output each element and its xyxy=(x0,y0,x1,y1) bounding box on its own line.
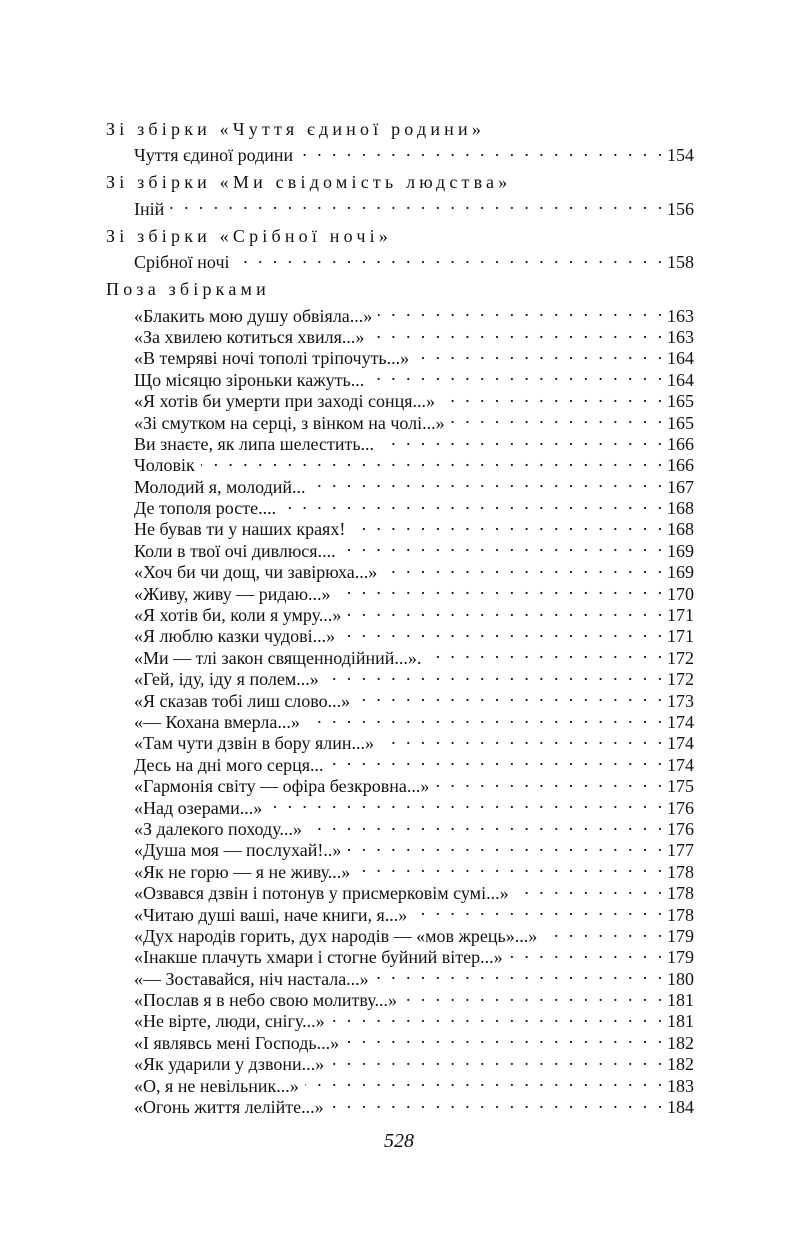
entry-page-number: 171 xyxy=(667,626,694,647)
entry-page-number: 163 xyxy=(667,326,694,347)
dot-leader xyxy=(356,685,665,706)
entry-page-number: 165 xyxy=(667,412,694,433)
dot-leader xyxy=(337,578,665,599)
dot-leader xyxy=(299,140,665,161)
entry-page-number: 172 xyxy=(667,647,694,668)
dot-leader xyxy=(403,985,665,1006)
entry-page-number: 179 xyxy=(667,925,694,946)
entry-title: «І являвсь мені Господь...» xyxy=(134,1032,340,1053)
entry-page-number: 165 xyxy=(667,391,694,412)
toc-entry xyxy=(134,471,694,497)
entry-title: «Блакить мою душу обвіяла...» xyxy=(134,305,373,326)
dot-leader xyxy=(380,429,665,450)
entry-page-number: 183 xyxy=(667,1075,694,1096)
dot-leader xyxy=(347,835,665,856)
dot-leader xyxy=(427,642,665,663)
entry-page-number: 180 xyxy=(667,968,694,989)
entry-page-number: 168 xyxy=(667,519,694,540)
entry-title: «Гей, іду, іду я полем...» xyxy=(134,669,319,690)
entry-title: «Читаю душі ваші, наче книги, я...» xyxy=(134,904,408,925)
toc-section xyxy=(106,171,694,219)
page-number: 528 xyxy=(384,1130,414,1152)
dot-leader xyxy=(380,728,665,749)
section-title: Зі збірки «Чуття єдиної родини» xyxy=(106,119,486,139)
entry-title: «Я люблю казки чудові...» xyxy=(134,626,336,647)
dot-leader xyxy=(325,664,665,685)
dot-leader xyxy=(236,247,665,268)
entry-title: Десь на дні мого серця... xyxy=(134,754,324,775)
dot-leader xyxy=(509,942,665,963)
entry-title: «Хоч би чи дощ, чи завірюха...» xyxy=(134,562,378,583)
entry-page-number: 173 xyxy=(667,690,694,711)
dot-leader xyxy=(306,707,665,728)
entry-title: «З далекого походу...» xyxy=(134,818,302,839)
entry-title: «Інакше плачуть хмари і стогне буйний вітер...» xyxy=(134,947,503,968)
entry-page-number: 181 xyxy=(667,990,694,1011)
dot-leader xyxy=(413,899,665,920)
dot-leader xyxy=(330,1049,665,1070)
entry-title: Чоловік xyxy=(134,455,195,476)
dot-leader xyxy=(435,771,665,792)
dot-leader xyxy=(370,322,665,343)
entry-page-number: 181 xyxy=(667,1011,694,1032)
entry-title: Чуття єдиної родини xyxy=(134,145,294,166)
entry-page-number: 156 xyxy=(667,198,694,219)
section-title: Зі збірки «Ми свідомість людства» xyxy=(106,172,512,193)
entry-title: «Зі смутком на серці, з вінком на чолі...» xyxy=(134,412,445,433)
entry-page-number: 164 xyxy=(667,369,694,390)
toc-entry xyxy=(134,450,694,476)
table-of-contents xyxy=(106,118,694,1118)
entry-title: «Я сказав тобі лиш слово...» xyxy=(134,690,351,711)
entry-title: «Там чути дзвін в бору ялин...» xyxy=(134,733,375,754)
entry-page-number: 169 xyxy=(667,562,694,583)
entry-page-number: 179 xyxy=(667,947,694,968)
toc-entry xyxy=(134,140,694,166)
entry-page-number: 172 xyxy=(667,669,694,690)
entry-page-number: 163 xyxy=(667,305,694,326)
entry-title: Що місяцю зіроньки кажуть... xyxy=(134,369,365,390)
dot-leader xyxy=(305,1070,665,1091)
entry-page-number: 168 xyxy=(667,498,694,519)
toc-entry xyxy=(134,193,694,219)
dot-leader xyxy=(342,535,665,556)
entry-page-number: 171 xyxy=(667,605,694,626)
toc-entry xyxy=(134,300,694,326)
toc-section xyxy=(106,278,694,1118)
entry-title: Не бував ти у наших краях! xyxy=(134,519,346,540)
toc-entry xyxy=(134,247,694,273)
dot-leader xyxy=(312,471,665,492)
entry-title: «Я хотів би умерти при заході сонця...» xyxy=(134,391,435,412)
entry-page-number: 169 xyxy=(667,540,694,561)
entry-page-number: 170 xyxy=(667,583,694,604)
entry-title: «Як не горю — я не живу...» xyxy=(134,861,351,882)
entry-title: «Живу, живу — ридаю...» xyxy=(134,583,331,604)
section-title: Поза збірками xyxy=(106,279,270,300)
dot-leader xyxy=(268,792,665,813)
entry-title: «Дух народів горить, дух народів — «мов жрець»...» xyxy=(134,925,538,946)
dot-leader xyxy=(351,514,665,535)
toc-section xyxy=(106,225,694,273)
entry-title: «Послав я в небо свою молитву...» xyxy=(134,990,397,1011)
entry-page-number: 184 xyxy=(667,1097,694,1118)
entry-title: «Я хотів би, коли я умру...» xyxy=(134,605,342,626)
dot-leader xyxy=(308,814,665,835)
dot-leader xyxy=(201,450,665,471)
dot-leader xyxy=(451,407,665,428)
entry-title: Молодий я, молодий... xyxy=(134,476,306,497)
dot-leader xyxy=(170,193,665,214)
dot-leader xyxy=(370,364,665,385)
entry-page-number: 158 xyxy=(667,252,694,273)
dot-leader xyxy=(356,856,665,877)
entry-title: Іній xyxy=(134,198,165,219)
entry-page-number: 175 xyxy=(667,776,694,797)
entry-page-number: 177 xyxy=(667,840,694,861)
section-title: Зі збірки «Срібної ночі» xyxy=(106,225,392,246)
entry-page-number: 174 xyxy=(667,754,694,775)
dot-leader xyxy=(282,493,665,514)
entry-title: «Ми — тлі закон священнодійний...». xyxy=(134,647,422,668)
dot-leader xyxy=(375,963,665,984)
dot-leader xyxy=(515,878,665,899)
entry-title: Де тополя росте.... xyxy=(134,498,277,519)
entry-page-number: 174 xyxy=(667,711,694,732)
dot-leader xyxy=(347,600,665,621)
entry-page-number: 178 xyxy=(667,904,694,925)
entry-title: «Огонь життя лелійте...» xyxy=(134,1097,324,1118)
entry-page-number: 166 xyxy=(667,433,694,454)
entry-title: Ви знаєте, як липа шелестить... xyxy=(134,433,375,454)
entry-page-number: 178 xyxy=(667,883,694,904)
dot-leader xyxy=(329,749,665,770)
dot-leader xyxy=(441,386,665,407)
toc-section xyxy=(106,118,694,166)
entry-title: «— Зоставайся, ніч настала...» xyxy=(134,968,369,989)
entry-title: «Як ударили у дзвони...» xyxy=(134,1054,325,1075)
entry-page-number: 176 xyxy=(667,797,694,818)
dot-leader xyxy=(543,921,665,942)
dot-leader xyxy=(415,343,665,364)
entry-title: «В темряві ночі тополі тріпочуть...» xyxy=(134,348,410,369)
entry-page-number: 182 xyxy=(667,1032,694,1053)
entry-page-number: 166 xyxy=(667,455,694,476)
entry-page-number: 167 xyxy=(667,476,694,497)
entry-title: Срібної ночі xyxy=(134,252,230,273)
entry-page-number: 176 xyxy=(667,818,694,839)
entry-title: «— Кохана вмерла...» xyxy=(134,711,300,732)
dot-leader xyxy=(345,1027,665,1048)
entry-title: Коли в твої очі дивлюся.... xyxy=(134,540,336,561)
dot-leader xyxy=(378,300,665,321)
entry-title: «О, я не невільник...» xyxy=(134,1075,299,1096)
entry-page-number: 182 xyxy=(667,1054,694,1075)
dot-leader xyxy=(341,621,665,642)
entry-title: «Душа моя — послухай!..» xyxy=(134,840,342,861)
entry-page-number: 178 xyxy=(667,861,694,882)
dot-leader xyxy=(331,1006,665,1027)
entry-title: «За хвилею котиться хвиля...» xyxy=(134,326,365,347)
entry-title: «Озвався дзвін і потонув у присмерковім сумі...» xyxy=(134,883,509,904)
entry-page-number: 154 xyxy=(667,145,694,166)
entry-title: «Гармонія світу — офіра безкровна...» xyxy=(134,776,430,797)
dot-leader xyxy=(383,557,665,578)
entry-title: «Над озерами...» xyxy=(134,797,263,818)
dot-leader xyxy=(330,1092,665,1113)
entry-title: «Не вірте, люди, снігу...» xyxy=(134,1011,325,1032)
entry-page-number: 174 xyxy=(667,733,694,754)
entry-page-number: 164 xyxy=(667,348,694,369)
